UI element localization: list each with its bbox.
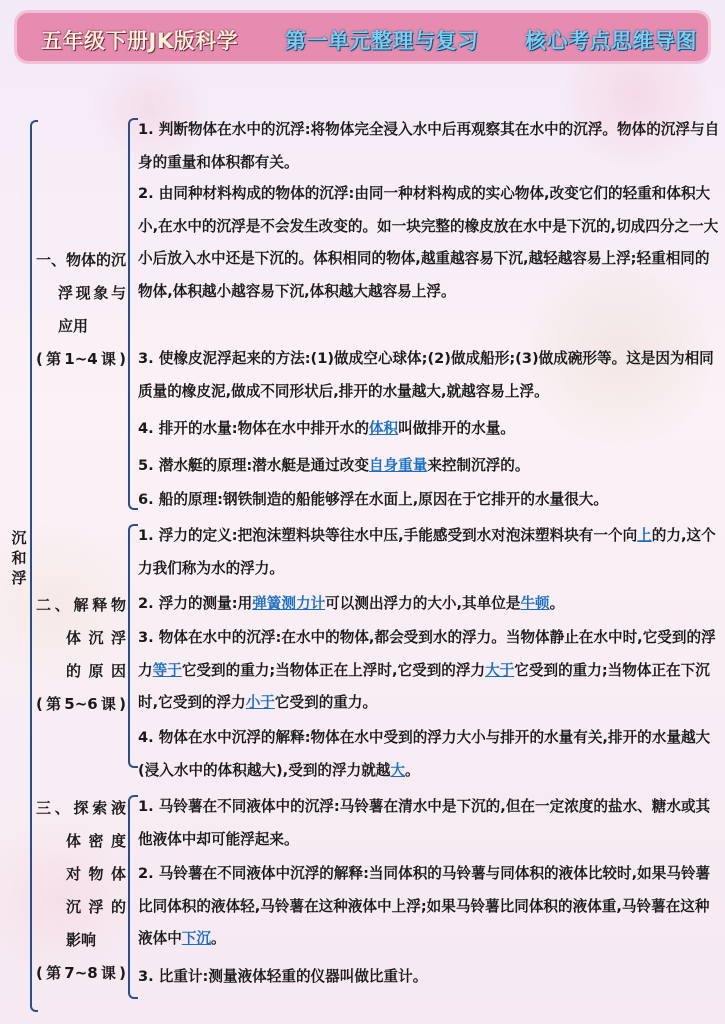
root-topic-char: 沉 [11, 529, 27, 547]
section-label-line: 二、解释物 [36, 596, 126, 614]
section-1-item-3 [138, 343, 720, 408]
item-text: 4. 排开的水量:物体在水中排开水的 [138, 420, 369, 437]
item-text: 。 [405, 761, 420, 779]
section-label-line: 浮现象与 [58, 284, 126, 302]
fill-in-answer: 自身重量 [368, 457, 428, 474]
section-3-label [36, 792, 126, 990]
item-text: 2. 马铃薯在不同液体中沉浮的解释:当同体积的马铃薯与同体积的液体比较时,如果马铃薯比同体积的液体轻,马铃薯在这种液体中上浮;如果马铃薯比同体积的液体重,马铃薯在这种液体中 [138, 865, 711, 948]
section-label-line: 三、探索液 [36, 799, 126, 817]
section-2-item-3 [138, 622, 720, 720]
section-1-item-5 [138, 450, 720, 483]
fill-in-answer: 大于 [485, 661, 515, 679]
section-label-line: 应用 [58, 317, 89, 335]
grade-title: 五年级下册JK版科学 [41, 29, 239, 53]
section-label-line: 的原因 [66, 662, 126, 680]
item-text: 3. 物体在水中的沉浮:在水中的物体,都会受到水的浮力。当物体静止在水中时,它受到的浮力 [138, 629, 716, 679]
root-topic-text [9, 528, 29, 588]
root-topic [9, 528, 29, 588]
fill-in-answer: 等于 [152, 661, 182, 679]
mindmap-title: 核心考点思维导图 [525, 29, 697, 53]
section-1-brace [128, 118, 138, 510]
section-2-brace [128, 524, 138, 768]
item-text: 5. 潜水艇的原理:潜水艇是通过改变 [138, 457, 369, 474]
section-3-item-1 [138, 791, 720, 856]
section-1-item-2 [138, 178, 720, 308]
fill-in-answer: 牛顿 [520, 595, 550, 612]
section-2-item-1 [138, 520, 720, 585]
item-text: 来控制沉浮的。 [427, 457, 530, 474]
section-3-item-3 [138, 961, 720, 994]
section-2-label [36, 589, 126, 721]
section-3-item-2 [138, 858, 720, 956]
item-text: 3. 使橡皮泥浮起来的方法:(1)做成空心球体;(2)做成船形;(3)做成碗形等。这是因为相同质量的橡皮泥,做成不同形状后,排开的水量越大,就越容易上浮。 [138, 350, 714, 400]
fill-in-answer: 上 [637, 527, 652, 544]
section-label-line: 对物体 [66, 865, 126, 883]
section-label-line: 体沉浮 [66, 629, 126, 647]
section-label-line: (第5~6课) [36, 695, 126, 713]
root-topic-char: 浮 [11, 569, 27, 587]
item-text: 。 [211, 930, 226, 948]
item-text: 可以测出浮力的大小,其单位是 [325, 595, 521, 612]
fill-in-answer: 下沉 [181, 930, 211, 948]
item-text: 它受到的重力;当物体正在上浮时,它受到的浮力 [181, 661, 486, 679]
fill-in-answer: 大 [390, 761, 405, 779]
unit-title: 第一单元整理与复习 [285, 29, 479, 53]
item-text: 6. 船的原理:钢铁制造的船能够浮在水面上,原因在于它排开的水量很大。 [138, 491, 608, 508]
fill-in-answer: 体积 [368, 420, 399, 437]
item-text: 2. 由同种材料构成的物体的沉浮:由同一种材料构成的实心物体,改变它们的轻重和体积大小,在水中的沉浮是不会发生改变的。如一块完整的橡皮放在水中是下沉的,切成四分之一大小后放入水中还是下沉的。体积相同的物体,越重越容易下沉,越轻越容易上浮;轻重相同的物体,体积越小越容易下沉,体积越大越容易上浮。 [138, 185, 719, 300]
section-3-brace [128, 795, 138, 999]
section-1-item-6 [138, 484, 720, 517]
item-text: 3. 比重计:测量液体轻重的仪器叫做比重计。 [138, 968, 428, 985]
item-text: 它受到的重力。 [274, 694, 378, 712]
section-2-item-4 [138, 722, 720, 787]
item-text: 1. 浮力的定义:把泡沫塑料块等往水中压,手能感受到水对泡沫塑料块有一个向 [138, 527, 638, 544]
item-text: 的力,这个力我们称为水的浮力。 [138, 527, 716, 577]
section-label-line: 体密度 [66, 832, 126, 850]
item-text: 2. 浮力的测量:用 [138, 595, 253, 612]
item-text: 1. 判断物体在水中的沉浮:将物体完全浸入水中后再观察其在水中的沉浮。物体的沉浮与自身的重量和体积都有关。 [138, 121, 720, 171]
section-1-item-4 [138, 413, 720, 446]
section-label-line: 一、物体的沉 [36, 251, 127, 269]
section-1-label [36, 244, 126, 376]
item-text: 。 [549, 595, 565, 612]
item-text: 它受到的重力;当物体正在下沉时,它受到的浮力 [138, 661, 710, 712]
item-text: 1. 马铃薯在不同液体中的沉浮:马铃薯在清水中是下沉的,但在一定浓度的盐水、糖水或其他液体中却可能浮起来。 [138, 798, 711, 848]
fill-in-answer: 小于 [245, 694, 275, 712]
section-label-line: 沉浮的 [66, 898, 126, 916]
title-banner [14, 10, 711, 64]
section-label-line: (第7~8课) [36, 964, 126, 982]
item-text: 4. 物体在水中沉浮的解释:物体在水中受到的浮力大小与排开的水量有关,排开的水量越大(浸入水中的体积越大),受到的浮力就越 [138, 729, 711, 779]
item-text: 叫做排开的水量。 [398, 420, 515, 437]
section-label-line: (第1~4课) [36, 350, 126, 368]
fill-in-answer: 弹簧测力计 [252, 595, 326, 612]
section-2-item-2 [138, 588, 720, 621]
section-label-line: 影响 [66, 931, 97, 949]
root-topic-char: 和 [11, 549, 27, 567]
section-1-item-1 [138, 114, 720, 179]
